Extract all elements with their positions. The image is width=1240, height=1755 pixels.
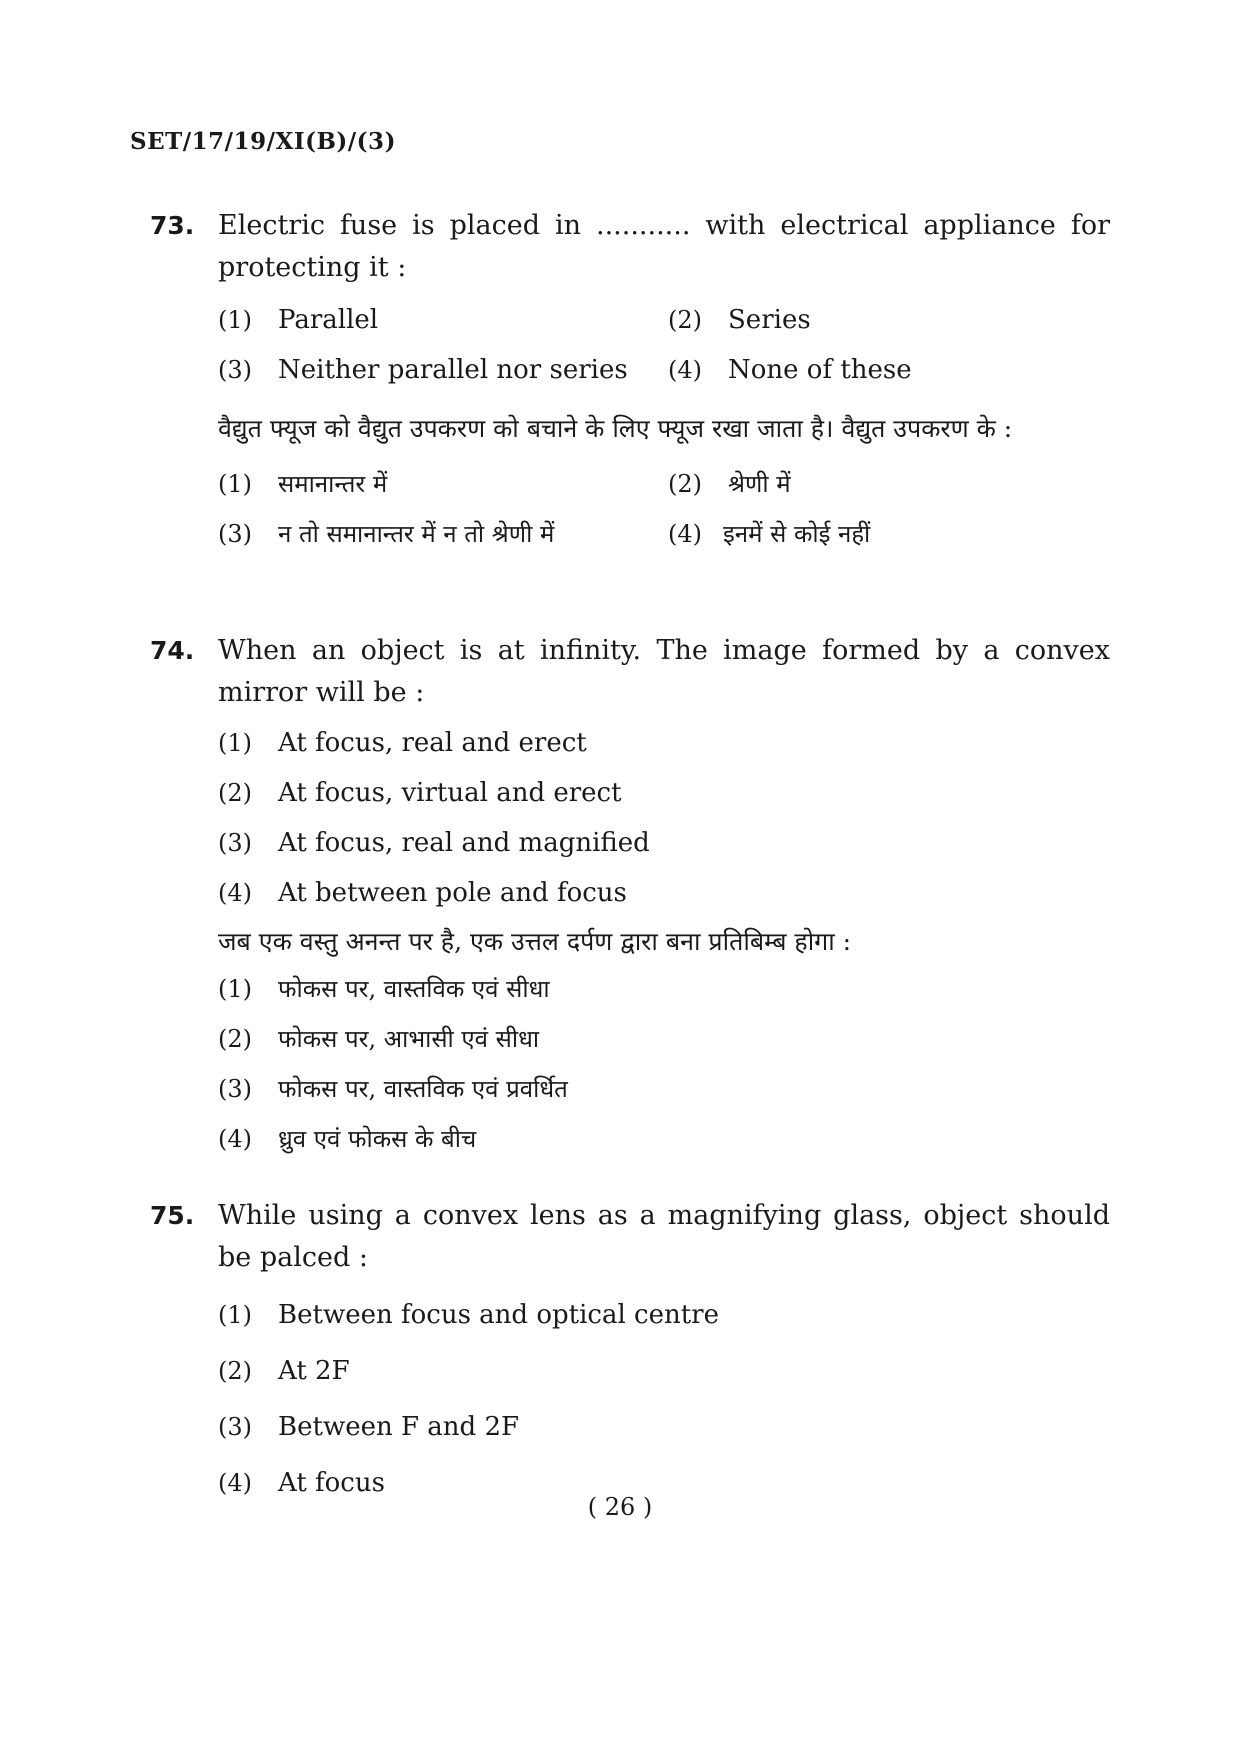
option-number: (2)	[218, 1025, 252, 1053]
question-text-en: While using a convex lens as a magnifying glass, object should be palced :	[218, 1200, 1110, 1273]
page-number: ( 26 )	[587, 1493, 653, 1521]
option	[218, 1343, 1110, 1399]
option	[218, 868, 1110, 918]
options-hi	[218, 964, 1110, 1164]
option-text: फोकस पर, वास्तविक एवं सीधा	[278, 975, 550, 1003]
option-text: Between F and 2F	[278, 1412, 520, 1442]
question-number: 74.	[150, 636, 195, 665]
option	[218, 718, 1110, 768]
option-text: At focus, real and magnified	[278, 828, 650, 858]
option-number: (2)	[218, 1357, 252, 1385]
option	[218, 1014, 1110, 1064]
option-number: (3)	[218, 1413, 252, 1441]
option-number: (1)	[218, 1301, 252, 1329]
options-hi	[218, 459, 1110, 509]
option-text: Neither parallel nor series	[278, 355, 628, 385]
option	[218, 818, 1110, 868]
option-text: इनमें से कोई नहीं	[723, 520, 871, 548]
option	[218, 1287, 1110, 1343]
options-en	[218, 1287, 1110, 1511]
option-text: At focus, real and erect	[278, 728, 587, 758]
option-text: फोकस पर, आभासी एवं सीधा	[278, 1025, 540, 1053]
option-text: श्रेणी में	[728, 470, 791, 498]
question-text-hi: जब एक वस्तु अनन्त पर है, एक उत्तल दर्पण द्वारा बना प्रतिबिम्ब होगा :	[218, 927, 852, 956]
question-number: 75.	[150, 1201, 195, 1230]
option-text: None of these	[728, 355, 912, 385]
option-number: (4)	[668, 520, 702, 548]
option-number: (1)	[218, 470, 252, 498]
option-number: (3)	[218, 520, 252, 548]
option-text: Between focus and optical centre	[278, 1300, 719, 1330]
option-number: (4)	[218, 1469, 252, 1497]
question-73	[150, 205, 1110, 559]
option-number: (4)	[218, 879, 252, 907]
option-number: (1)	[218, 975, 252, 1003]
option-number: (3)	[218, 1075, 252, 1103]
option-text: At focus, virtual and erect	[278, 778, 622, 808]
option	[668, 459, 1118, 509]
question-text-en: When an object is at infinity. The image formed by a convex mirror will be :	[218, 635, 1110, 708]
option-number: (1)	[218, 729, 252, 757]
option	[218, 345, 668, 395]
question-body	[218, 630, 1110, 1164]
option	[218, 1064, 1110, 1114]
option	[218, 964, 1110, 1014]
option	[218, 1114, 1110, 1164]
option-text: At focus	[278, 1468, 385, 1498]
option	[218, 459, 668, 509]
option-text: Parallel	[278, 305, 379, 335]
question-text-en: Electric fuse is placed in ........... with electrical appliance for protecting it :	[218, 210, 1110, 283]
option-number: (1)	[218, 306, 252, 334]
option-text: Series	[728, 305, 811, 335]
question-text-hi: वैद्युत फ्यूज को वैद्युत उपकरण को बचाने के लिए फ्यूज रखा जाता है। वैद्युत उपकरण के :	[218, 414, 1013, 443]
option-text: ध्रुव एवं फोकस के बीच	[278, 1125, 477, 1153]
option-text: At between pole and focus	[278, 878, 627, 908]
options-en	[218, 295, 1110, 395]
question-75	[150, 1195, 1110, 1511]
option-number: (2)	[218, 779, 252, 807]
option	[668, 345, 1118, 395]
question-number: 73.	[150, 211, 195, 240]
question-body	[218, 1195, 1110, 1511]
option-number: (3)	[218, 829, 252, 857]
option	[218, 1399, 1110, 1455]
option	[218, 295, 668, 345]
set-code: SET/17/19/XI(B)/(3)	[130, 128, 396, 155]
question-74	[150, 630, 1110, 1164]
option	[218, 509, 1110, 559]
option-text: समानान्तर में	[278, 470, 388, 498]
option-text: न तो समानान्तर में न तो श्रेणी में	[278, 520, 555, 548]
option	[668, 295, 1118, 345]
option-number: (3)	[218, 356, 252, 384]
option-number: (4)	[668, 356, 702, 384]
option-text: At 2F	[278, 1356, 350, 1386]
options-en	[218, 718, 1110, 918]
option-text: फोकस पर, वास्तविक एवं प्रवर्धित	[278, 1075, 568, 1103]
option	[218, 768, 1110, 818]
question-body	[218, 205, 1110, 559]
option-number: (2)	[668, 306, 702, 334]
option-number: (2)	[668, 470, 702, 498]
option-number: (4)	[218, 1125, 252, 1153]
